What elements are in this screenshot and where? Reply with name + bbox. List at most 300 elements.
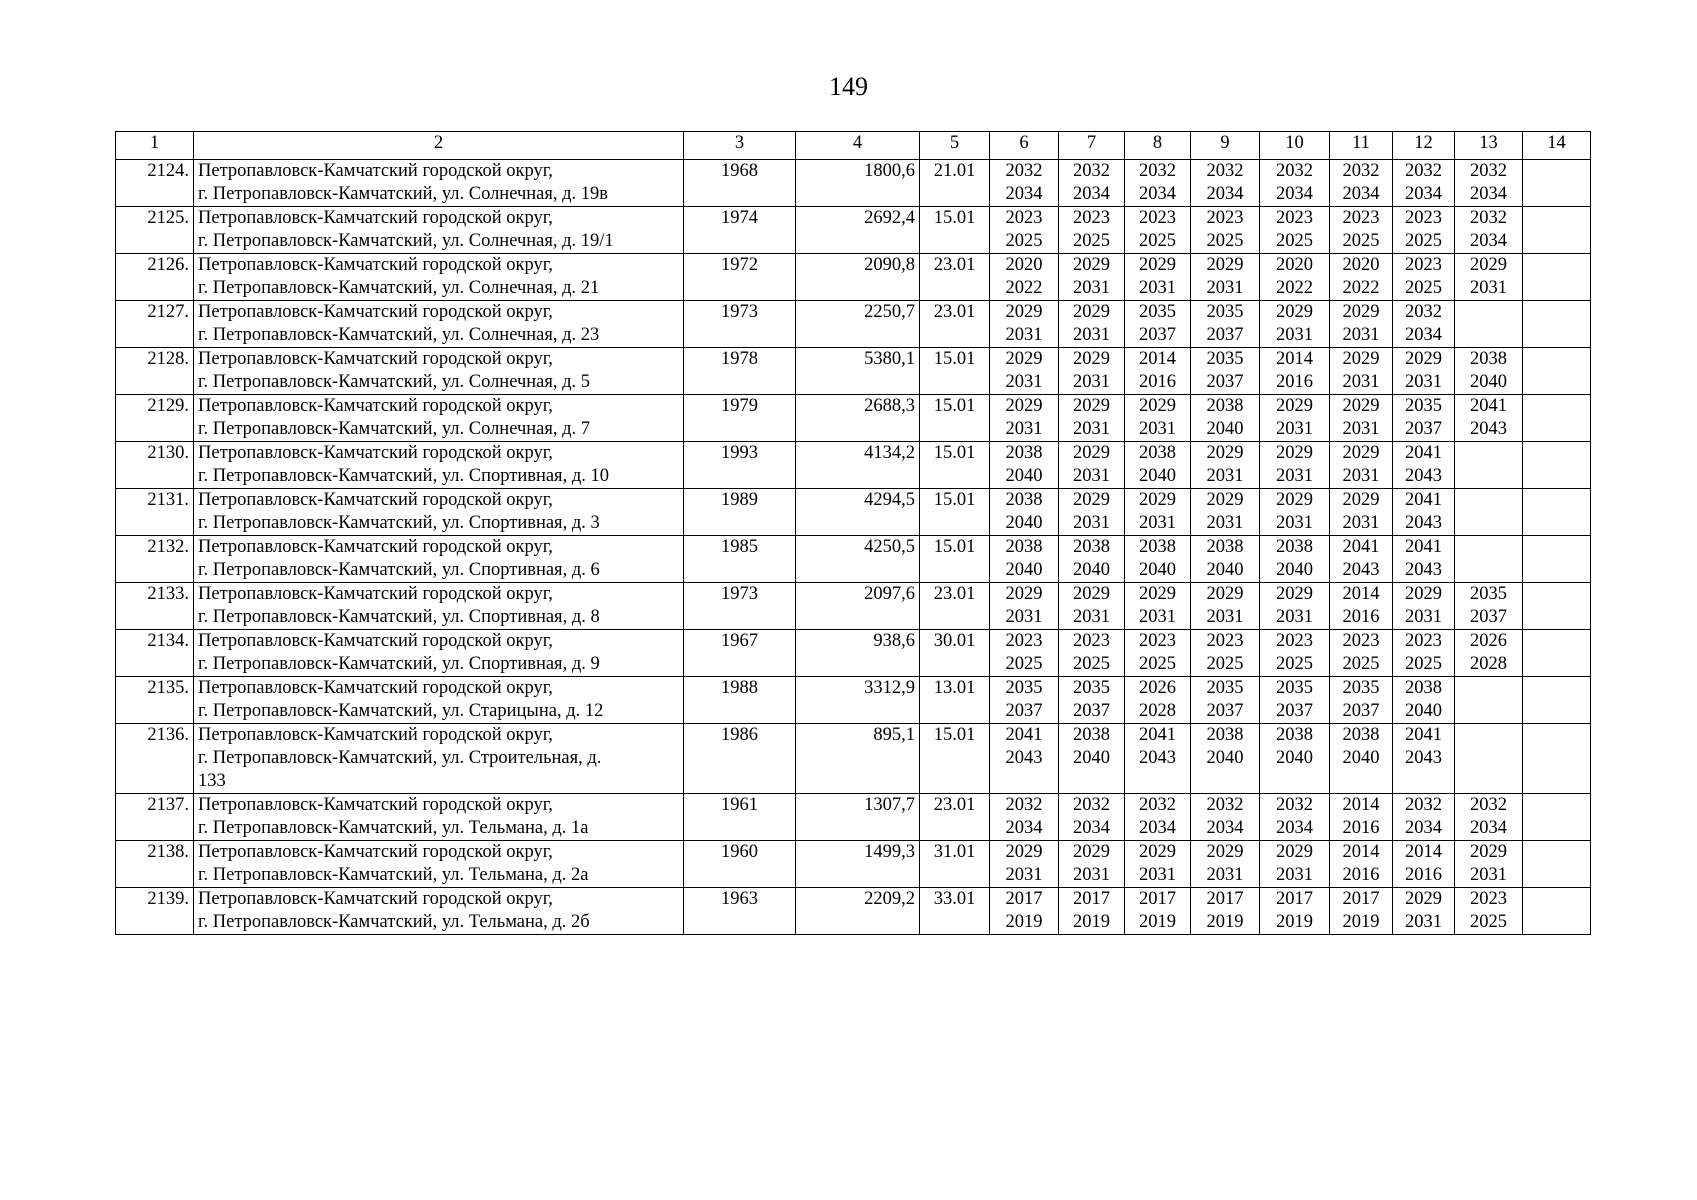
period-end: 2031 [1276,466,1313,486]
period-start: 2029 [1005,584,1043,604]
period-cell [1059,583,1125,630]
period-end: 2037 [1342,701,1380,721]
column-header: 7 [1059,132,1125,160]
period-cell [1523,583,1591,630]
period-start: 2029 [1342,349,1380,369]
period-cell [1393,583,1455,630]
period-start: 2023 [1139,631,1176,651]
period-end: 2031 [1470,278,1507,298]
address-line: Петропавловск-Камчатский городской округ, [198,795,553,815]
column-header: 13 [1455,132,1523,160]
period-end: 2025 [1206,231,1244,251]
housing-register-table [115,131,1591,935]
period-cell [1455,395,1523,442]
period-end: 2025 [1139,654,1176,674]
period-start: 2032 [1470,208,1507,228]
code-cell: 15.01 [920,489,990,536]
period-start: 2029 [1206,842,1244,862]
period-end: 2025 [1342,654,1380,674]
period-end: 2037 [1206,701,1244,721]
period-end: 2034 [1139,818,1176,838]
period-end: 2025 [1405,231,1442,251]
code-cell: 15.01 [920,536,990,583]
period-start: 2032 [1405,161,1442,181]
table-row [116,301,1591,348]
period-cell [1523,536,1591,583]
period-end: 2031 [1139,419,1176,439]
period-start: 2035 [1470,584,1507,604]
period-start: 2020 [1005,255,1043,275]
period-start: 2023 [1405,631,1442,651]
period-end: 2025 [1073,231,1110,251]
period-start: 2029 [1206,255,1244,275]
period-end: 2043 [1139,748,1176,768]
period-start: 2014 [1276,349,1313,369]
period-start: 2029 [1276,584,1313,604]
address-line: г. Петропавловск-Камчатский, ул. Спортивная, д. 10 [198,466,609,486]
address-line: г. Петропавловск-Камчатский, ул. Солнечная, д. 19/1 [198,231,614,251]
period-cell [1059,254,1125,301]
period-start: 2023 [1206,208,1244,228]
period-start: 2029 [1005,396,1043,416]
period-end: 2022 [1342,278,1380,298]
period-start: 2029 [1005,349,1043,369]
address-cell [194,160,684,207]
year-built-cell: 1972 [684,254,796,301]
period-end: 2031 [1073,466,1110,486]
period-start: 2035 [1206,678,1244,698]
address-line: г. Петропавловск-Камчатский, ул. Солнечная, д. 5 [198,372,591,392]
period-end: 2031 [1005,607,1043,627]
period-end: 2037 [1470,607,1507,627]
period-cell [1393,442,1455,489]
year-built-cell: 1985 [684,536,796,583]
period-cell [990,888,1059,935]
period-end: 2034 [1405,184,1442,204]
period-end: 2031 [1405,912,1442,932]
table-row [116,724,1591,794]
period-end: 2034 [1206,184,1244,204]
period-end: 2034 [1139,184,1176,204]
period-end: 2019 [1206,912,1244,932]
period-cell [1059,677,1125,724]
period-cell [1523,794,1591,841]
area-cell: 2692,4 [796,207,920,254]
period-start: 2023 [1276,208,1313,228]
period-end: 2031 [1073,607,1110,627]
period-end: 2043 [1342,560,1380,580]
row-number-cell: 2138. [116,841,194,888]
row-number-cell: 2136. [116,724,194,794]
period-start: 2041 [1405,537,1442,557]
period-start: 2029 [1139,490,1176,510]
period-cell [990,207,1059,254]
period-cell [1125,724,1191,794]
area-cell: 1307,7 [796,794,920,841]
area-cell: 1800,6 [796,160,920,207]
address-line: Петропавловск-Камчатский городской округ, [198,725,553,745]
period-cell [1523,630,1591,677]
page-number: 149 [829,72,868,101]
code-cell: 13.01 [920,677,990,724]
period-start: 2029 [1139,842,1176,862]
period-start: 2029 [1276,490,1313,510]
table-row [116,207,1591,254]
period-cell [1455,583,1523,630]
period-end: 2019 [1276,912,1313,932]
table-row [116,583,1591,630]
period-cell [1455,207,1523,254]
period-cell [1260,254,1330,301]
period-cell [1393,536,1455,583]
column-header: 14 [1523,132,1591,160]
address-line: г. Петропавловск-Камчатский, ул. Спортивная, д. 6 [198,560,600,580]
period-cell [990,254,1059,301]
period-end: 2016 [1276,372,1313,392]
period-cell [1330,160,1393,207]
address-line: г. Петропавловск-Камчатский, ул. Спортивная, д. 8 [198,607,600,627]
period-end: 2040 [1005,560,1043,580]
row-number-cell: 2135. [116,677,194,724]
period-start: 2029 [1405,889,1442,909]
row-number-cell: 2130. [116,442,194,489]
period-end: 2040 [1405,701,1442,721]
period-cell [1260,794,1330,841]
address-line: Петропавловск-Камчатский городской округ, [198,889,553,909]
address-line: Петропавловск-Камчатский городской округ, [198,678,553,698]
period-start: 2032 [1005,161,1043,181]
period-start: 2023 [1073,631,1110,651]
year-built-cell: 1960 [684,841,796,888]
period-cell [1330,536,1393,583]
period-end: 2031 [1005,865,1043,885]
period-cell [1330,794,1393,841]
period-cell [1191,160,1260,207]
period-cell [1455,301,1523,348]
period-cell [1455,724,1523,794]
period-cell [1455,888,1523,935]
period-cell [1125,794,1191,841]
period-start: 2038 [1276,725,1313,745]
period-end: 2031 [1139,865,1176,885]
period-cell [1059,395,1125,442]
address-line: г. Петропавловск-Камчатский, ул. Тельмана, д. 2а [198,865,589,885]
period-start: 2032 [1405,795,1442,815]
address-cell [194,841,684,888]
address-cell [194,724,684,794]
period-start: 2038 [1470,349,1507,369]
period-start: 2041 [1342,537,1380,557]
period-cell [1191,724,1260,794]
period-end: 2043 [1405,560,1442,580]
period-end: 2034 [1405,325,1442,345]
period-end: 2016 [1342,818,1380,838]
code-cell: 15.01 [920,207,990,254]
period-start: 2017 [1206,889,1244,909]
period-cell [1260,348,1330,395]
period-cell [1260,536,1330,583]
row-number-cell: 2124. [116,160,194,207]
period-cell [1125,841,1191,888]
table-row [116,841,1591,888]
period-start: 2035 [1206,349,1244,369]
period-end: 2031 [1005,419,1043,439]
area-cell: 938,6 [796,630,920,677]
period-start: 2023 [1405,208,1442,228]
period-cell [1455,841,1523,888]
period-end: 2043 [1470,419,1507,439]
code-cell: 15.01 [920,348,990,395]
period-cell [990,794,1059,841]
period-end: 2025 [1073,654,1110,674]
period-start: 2026 [1470,631,1507,651]
address-line: г. Петропавловск-Камчатский, ул. Солнечная, д. 7 [198,419,591,439]
period-cell [1330,888,1393,935]
period-end: 2034 [1470,231,1507,251]
period-cell [1191,254,1260,301]
period-end: 2034 [1342,184,1380,204]
period-cell [1191,442,1260,489]
period-end: 2031 [1206,607,1244,627]
period-end: 2031 [1276,513,1313,533]
period-cell [990,489,1059,536]
period-start: 2029 [1470,842,1507,862]
period-cell [1260,489,1330,536]
period-start: 2029 [1206,584,1244,604]
address-line: г. Петропавловск-Камчатский, ул. Тельмана, д. 1а [198,818,589,838]
period-start: 2032 [1206,161,1244,181]
period-end: 2031 [1206,865,1244,885]
table-row [116,160,1591,207]
code-cell: 15.01 [920,395,990,442]
period-start: 2032 [1470,795,1507,815]
table-row [116,677,1591,724]
period-cell [1059,301,1125,348]
year-built-cell: 1988 [684,677,796,724]
period-end: 2031 [1073,419,1110,439]
period-end: 2031 [1073,865,1110,885]
period-cell [1125,583,1191,630]
period-cell [990,442,1059,489]
period-cell [1393,254,1455,301]
address-cell [194,794,684,841]
period-cell [1125,677,1191,724]
period-cell [1191,583,1260,630]
period-start: 2038 [1206,537,1244,557]
period-start: 2038 [1276,537,1313,557]
year-built-cell: 1978 [684,348,796,395]
period-cell [1125,160,1191,207]
period-cell [1191,888,1260,935]
address-line: Петропавловск-Камчатский городской округ, [198,584,553,604]
address-line: г. Петропавловск-Камчатский, ул. Строительная, д. [198,748,602,768]
period-cell [1393,489,1455,536]
period-end: 2034 [1005,818,1043,838]
period-end: 2028 [1139,701,1176,721]
period-start: 2029 [1470,255,1507,275]
period-cell [1191,207,1260,254]
area-cell: 3312,9 [796,677,920,724]
period-cell [990,536,1059,583]
period-start: 2026 [1139,678,1176,698]
address-line: Петропавловск-Камчатский городской округ, [198,349,553,369]
period-end: 2040 [1073,748,1110,768]
period-cell [1393,348,1455,395]
period-cell [1393,395,1455,442]
period-end: 2040 [1139,560,1176,580]
period-end: 2028 [1470,654,1507,674]
period-start: 2017 [1073,889,1110,909]
period-cell [1125,489,1191,536]
period-start: 2029 [1342,443,1380,463]
year-built-cell: 1989 [684,489,796,536]
year-built-cell: 1973 [684,301,796,348]
address-cell [194,442,684,489]
period-end: 2037 [1206,372,1244,392]
period-end: 2034 [1276,818,1313,838]
period-end: 2025 [1005,654,1043,674]
address-line: Петропавловск-Камчатский городской округ, [198,842,553,862]
period-start: 2035 [1342,678,1380,698]
period-start: 2038 [1139,537,1176,557]
address-line: г. Петропавловск-Камчатский, ул. Старицына, д. 12 [198,701,604,721]
period-end: 2037 [1139,325,1176,345]
period-cell [990,301,1059,348]
period-start: 2023 [1342,208,1380,228]
area-cell: 2090,8 [796,254,920,301]
period-cell [1393,724,1455,794]
period-cell [1393,301,1455,348]
period-cell [1393,841,1455,888]
column-header: 12 [1393,132,1455,160]
period-start: 2023 [1005,631,1043,651]
table-row [116,442,1591,489]
period-end: 2022 [1276,278,1313,298]
period-start: 2029 [1206,443,1244,463]
period-cell [1260,630,1330,677]
period-cell [1191,489,1260,536]
code-cell: 31.01 [920,841,990,888]
table-row [116,489,1591,536]
period-start: 2029 [1342,396,1380,416]
period-cell [1191,536,1260,583]
period-end: 2031 [1005,372,1043,392]
period-end: 2034 [1005,184,1043,204]
period-start: 2038 [1073,537,1110,557]
period-end: 2031 [1073,513,1110,533]
period-cell [1330,677,1393,724]
code-cell: 30.01 [920,630,990,677]
period-start: 2014 [1405,842,1442,862]
period-start: 2023 [1276,631,1313,651]
period-cell [1125,254,1191,301]
period-start: 2032 [1276,795,1313,815]
period-end: 2016 [1342,607,1380,627]
column-header: 5 [920,132,990,160]
period-cell [1330,841,1393,888]
table-row [116,348,1591,395]
period-end: 2040 [1342,748,1380,768]
period-end: 2031 [1073,325,1110,345]
code-cell: 23.01 [920,583,990,630]
period-start: 2038 [1206,396,1244,416]
period-start: 2014 [1139,349,1176,369]
period-end: 2016 [1139,372,1176,392]
area-cell: 5380,1 [796,348,920,395]
period-end: 2040 [1206,560,1244,580]
period-cell [1330,583,1393,630]
period-cell [990,630,1059,677]
period-end: 2025 [1470,912,1507,932]
period-cell [1523,348,1591,395]
period-end: 2019 [1005,912,1043,932]
period-cell [1393,207,1455,254]
period-start: 2029 [1276,302,1313,322]
period-cell [1191,630,1260,677]
period-cell [1191,794,1260,841]
period-end: 2037 [1206,325,1244,345]
period-cell [1260,841,1330,888]
period-cell [1523,207,1591,254]
period-cell [1455,794,1523,841]
period-cell [1330,724,1393,794]
period-end: 2040 [1276,560,1313,580]
address-cell [194,301,684,348]
row-number-cell: 2126. [116,254,194,301]
address-line: Петропавловск-Камчатский городской округ, [198,208,553,228]
row-number-cell: 2139. [116,888,194,935]
address-line: Петропавловск-Камчатский городской округ, [198,302,553,322]
period-end: 2025 [1276,654,1313,674]
period-start: 2014 [1342,795,1380,815]
address-line: г. Петропавловск-Камчатский, ул. Солнечная, д. 21 [198,278,600,298]
year-built-cell: 1973 [684,583,796,630]
area-cell: 4250,5 [796,536,920,583]
period-end: 2031 [1342,466,1380,486]
period-cell [1125,348,1191,395]
column-header: 6 [990,132,1059,160]
period-cell [1059,888,1125,935]
address-line: Петропавловск-Камчатский городской округ, [198,443,553,463]
period-start: 2038 [1206,725,1244,745]
period-cell [1260,301,1330,348]
period-cell [1393,677,1455,724]
period-end: 2040 [1206,748,1244,768]
period-cell [1125,442,1191,489]
period-cell [1059,841,1125,888]
year-built-cell: 1967 [684,630,796,677]
address-line: Петропавловск-Камчатский городской округ, [198,255,553,275]
period-cell [990,348,1059,395]
period-start: 2029 [1342,302,1380,322]
address-line: г. Петропавловск-Камчатский, ул. Спортивная, д. 9 [198,654,600,674]
period-end: 2031 [1073,278,1110,298]
period-start: 2017 [1276,889,1313,909]
address-line: г. Петропавловск-Камчатский, ул. Солнечная, д. 23 [198,325,600,345]
period-cell [1330,301,1393,348]
period-cell [1455,536,1523,583]
period-start: 2029 [1073,302,1110,322]
address-line: Петропавловск-Камчатский городской округ, [198,161,553,181]
period-start: 2023 [1073,208,1110,228]
period-end: 2031 [1139,513,1176,533]
period-cell [1523,724,1591,794]
period-start: 2029 [1206,490,1244,510]
period-cell [1125,395,1191,442]
period-start: 2029 [1139,255,1176,275]
period-start: 2029 [1276,443,1313,463]
address-cell [194,630,684,677]
